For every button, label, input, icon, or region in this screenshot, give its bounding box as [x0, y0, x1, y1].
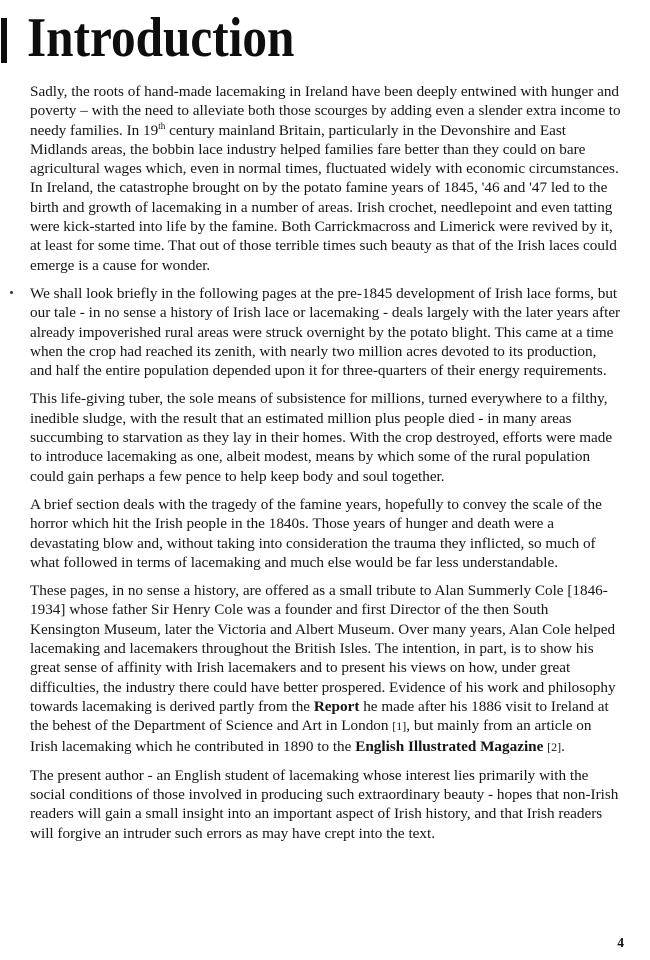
paragraph-2: We shall look briefly in the following pages at the pre-1845 development of Irish lace forms, but our tale - in no sense a history of Irish lace or lacemaking - deals largely with the later years after already impoverished rural areas were struck overnight by the potato blight. This came at a time when the crop had reached its zenith, with nearly two million acres devoted to its production, and half the entire population depended upon it for three-quarters of their energy requirements. — [30, 284, 621, 380]
body-text — [30, 82, 621, 852]
paragraph-3: This life-giving tuber, the sole means of subsistence for millions, turned everywhere to a filthy, inedible sludge, with the result that an estimated million plus people died - in many areas succumbing to starvation as they lay in their homes. With the crop destroyed, efforts were made to introduce lacemaking as one, albeit modest, means by which some of the rural population could gain perhaps a few pence to help keep body and soul together. — [30, 390, 613, 485]
page-title: Introduction — [27, 7, 295, 69]
paragraph-6: The present author - an English student of lacemaking whose interest lies primarily with the social conditions of those involved in producing such extraordinary beauty - hopes that non-Irish readers will gain a small insight into an important aspect of Irish history, and that Irish readers will forgive an intruder such errors as may have crept into the text. — [30, 766, 619, 842]
page-number: 4 — [617, 935, 624, 950]
paragraph-1: Sadly, the roots of hand-made lacemaking in Ireland have been deeply entwined with hunger and poverty – with the need to alleviate both those scourges by adding even a slender extra income to needy families. In 19th century mainland Britain, particularly in the Devonshire and East Midlands areas, the bobbin lace industry helped families fare better than they could on bare agricultural wages which, even in normal times, fluctuated widely with economic circumstances. In Ireland, the catastrophe brought on by the potato famine years of 1845, '46 and '47 led to the birth and growth of lacemaking in a number of areas. Irish crochet, needlepoint and even tatting were kick-started into life by the famine. Both Carrickmacross and Limerick were revived by it, at least for some time. That out of those terrible times such beauty as that of the Irish laces could emerge is a cause for wonder. — [30, 83, 621, 274]
scan-artifact-bar — [1, 18, 7, 63]
paragraph-5: These pages, in no sense a history, are offered as a small tribute to Alan Summerly Cole [1846-1934] whose father Sir Henry Cole was a founder and first Director of the then South Kensington Museum, later the Victoria and Albert Museum. Over many years, Alan Cole helped lacemaking and lacemakers throughout the British Isles. The intention, in part, is to show his great sense of affinity with Irish lacemakers and to present his views on how, under great difficulties, the industry there could have better prospered. Evidence of his work and philosophy towards lacemaking is derived partly from the Report he made after his 1886 visit to Ireland at the behest of the Department of Science and Art in London [1], but mainly from an article on Irish lacemaking which he contributed in 1890 to the English Illustrated Magazine [2]. — [30, 582, 616, 755]
paragraph-4: A brief section deals with the tragedy of the famine years, hopefully to convey the scale of the horror which hit the Irish people in the 1840s. Those years of hunger and death were a devastating blow and, without taking into consideration the trauma they inflicted, so much of what followed in terms of lacemaking and much else would be far less understandable. — [30, 495, 602, 571]
scan-artifact-speck — [10, 291, 13, 294]
